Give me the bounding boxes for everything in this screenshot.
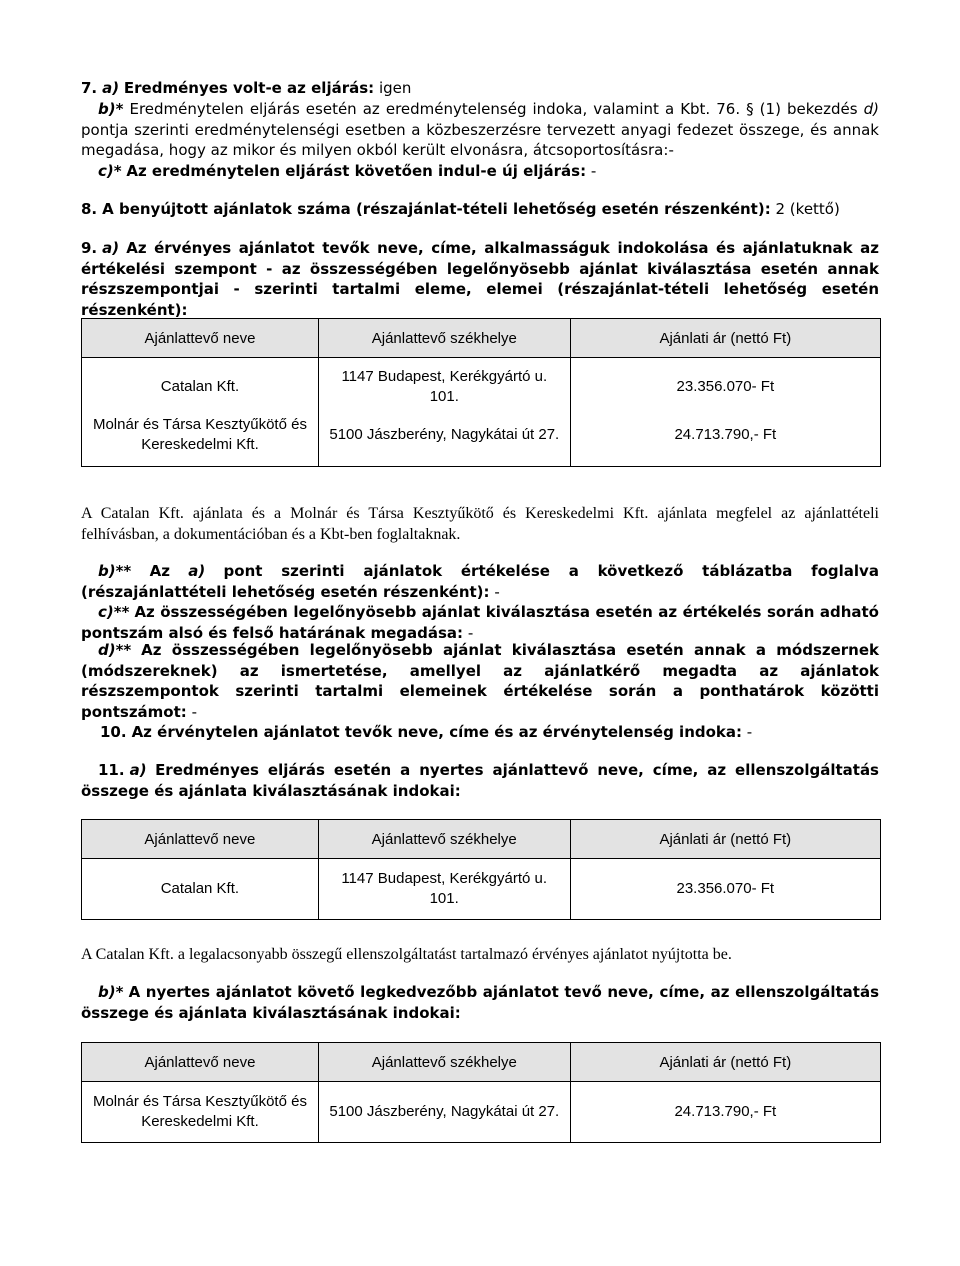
cell-price: 23.356.070- Ft xyxy=(570,358,880,411)
cell-name: Molnár és Társa Kesztyűkötő és Kereskedelmi Kft. xyxy=(82,1082,319,1143)
section-7-b-text2: pontja szerinti eredménytelenségi esetben a közbeszerzésre tervezett anyagi fedezet összege, és annak megadása, hogy az mikor és milyen okból került elvonásra, átcsoportosításra: xyxy=(81,120,879,159)
table-row xyxy=(82,859,881,920)
section-7-b xyxy=(81,99,879,161)
section-7-a-value: igen xyxy=(378,79,412,97)
header-address: Ajánlattevő székhelye xyxy=(318,319,570,358)
item-label: d)** xyxy=(98,641,132,659)
section-9-d-value: - xyxy=(191,702,197,721)
section-9-d-text: Az összességében legelőnyösebb ajánlat kiválasztása esetén annak a módszernek (módszereknek) az ismertetése, amellyel az ajánlatkérő megadta az ajánlatok részszempontok szerinti tartalmi elemeinek értékelése során a ponthatárok közötti pontszámot: xyxy=(81,641,879,721)
section-7-a xyxy=(81,78,879,99)
section-10 xyxy=(100,722,880,743)
cell-name: Catalan Kft. xyxy=(82,859,319,920)
winner-table xyxy=(81,819,881,920)
section-9-note: A Catalan Kft. ajánlata és a Molnár és Társa Kesztyűkötő és Kereskedelmi Kft. ajánlata megfelel az ajánlattételi felhívásban, a dokumentációban és a Kbt-ben foglaltaknak. xyxy=(81,505,879,543)
section-9-b-value: - xyxy=(494,582,500,601)
table-row xyxy=(82,358,881,411)
cell-address: 5100 Jászberény, Nagykátai út 27. xyxy=(318,410,570,467)
cell-price: 24.713.790,- Ft xyxy=(570,410,880,467)
section-number: 9. xyxy=(81,239,98,257)
section-7-a-text: Eredményes volt-e az eljárás: xyxy=(123,79,375,97)
header-name: Ajánlattevő neve xyxy=(82,820,319,859)
table-header-row xyxy=(82,820,881,859)
section-7-c-text: Az eredménytelen eljárást követően indul-e új eljárás: xyxy=(126,162,587,180)
header-address: Ajánlattevő székhelye xyxy=(318,820,570,859)
header-price: Ajánlati ár (nettó Ft) xyxy=(570,1043,880,1082)
section-9-c-value: - xyxy=(467,623,474,642)
item-label: a) xyxy=(129,761,147,779)
cell-price: 24.713.790,- Ft xyxy=(570,1082,880,1143)
cell-address: 1147 Budapest, Kerékgyártó u. 101. xyxy=(318,859,570,920)
item-label: b)* xyxy=(98,100,124,118)
section-11-note: A Catalan Kft. a legalacsonyabb összegű ellenszolgáltatást tartalmazó érvényes ajánlatot nyújtotta be. xyxy=(81,946,732,963)
section-10-text: Az érvénytelen ajánlatot tevők neve, címe és az érvénytelenség indoka: xyxy=(131,723,743,741)
section-11-b xyxy=(81,982,879,1023)
header-name: Ajánlattevő neve xyxy=(82,1043,319,1082)
table-row xyxy=(82,1082,881,1143)
item-label: c)** xyxy=(98,603,130,621)
table-header-row xyxy=(82,319,881,358)
table-header-row xyxy=(82,1043,881,1082)
item-label: b)** xyxy=(98,562,132,580)
item-label: a) xyxy=(102,239,120,257)
item-label: c)* xyxy=(98,162,122,180)
section-number: 10. xyxy=(100,723,127,741)
table-row xyxy=(82,410,881,467)
cell-price: 23.356.070- Ft xyxy=(570,859,880,920)
section-9-d xyxy=(81,640,879,722)
item-label: b)* xyxy=(98,983,124,1001)
section-number: 8. xyxy=(81,200,98,218)
section-7-c-value: - xyxy=(590,162,597,180)
section-8 xyxy=(81,199,879,220)
offers-table xyxy=(81,318,881,467)
item-label: a) xyxy=(102,79,120,97)
section-10-value: - xyxy=(746,723,753,741)
item-label: d) xyxy=(863,100,879,118)
section-9-a-text: Az érvényes ajánlatot tevők neve, címe, alkalmasságuk indokolása és ajánlatuknak az értékelési szempont - az összességében legelőnyösebb ajánlat kiválasztása esetén annak részszempontjai - szerinti tartalmi eleme, elemei (részajánlat-tételi lehetőség esetén részenként): xyxy=(81,239,879,319)
section-8-text: A benyújtott ajánlatok száma (részajánlat-tételi lehetőség esetén részenként): xyxy=(102,200,771,218)
header-address: Ajánlattevő székhelye xyxy=(318,1043,570,1082)
section-11-a xyxy=(81,760,879,801)
section-7-b-text: Eredménytelen eljárás esetén az eredménytelenség indoka, valamint a Kbt. 76. § (1) bekezdés xyxy=(129,100,858,118)
runner-up-table xyxy=(81,1042,881,1143)
section-8-value: 2 (kettő) xyxy=(775,200,840,218)
section-9-b-text: pont szerinti ajánlatok értékelése a következő táblázatba foglalva (részajánlattételi lehetőség esetén részenként): xyxy=(81,562,879,601)
header-name: Ajánlattevő neve xyxy=(82,319,319,358)
cell-address: 1147 Budapest, Kerékgyártó u. 101. xyxy=(318,358,570,411)
item-label: a) xyxy=(188,562,206,580)
cell-name: Catalan Kft. xyxy=(82,358,319,411)
header-price: Ajánlati ár (nettó Ft) xyxy=(570,820,880,859)
section-9-b: b)** Az a) pont szerinti ajánlatok értékelése a következő táblázatba foglalva (részajánlattételi lehetőség esetén részenként): - xyxy=(81,562,879,601)
section-9-c-text: Az összességében legelőnyösebb ajánlat kiválasztása esetén az értékelés során adható pontszám alsó és felső határának megadása: xyxy=(81,603,879,642)
section-number: 7. xyxy=(81,79,98,97)
cell-address: 5100 Jászberény, Nagykátai út 27. xyxy=(318,1082,570,1143)
section-11-a-text: Eredményes eljárás esetén a nyertes ajánlattevő neve, címe, az ellenszolgáltatás összege és ajánlata kiválasztásának indokai: xyxy=(81,761,879,800)
section-9-a xyxy=(81,238,879,320)
section-number: 11. xyxy=(98,761,125,779)
section-11-b-text: A nyertes ajánlatot követő legkedvezőbb ajánlatot tevő neve, címe, az ellenszolgáltatás összege és ajánlata kiválasztásának indokai: xyxy=(81,983,879,1022)
section-7-c xyxy=(81,161,879,182)
cell-name: Molnár és Társa Kesztyűkötő és Kereskedelmi Kft. xyxy=(82,410,319,467)
section-7-b-value: - xyxy=(668,141,674,159)
header-price: Ajánlati ár (nettó Ft) xyxy=(570,319,880,358)
section-9-c xyxy=(81,602,879,643)
